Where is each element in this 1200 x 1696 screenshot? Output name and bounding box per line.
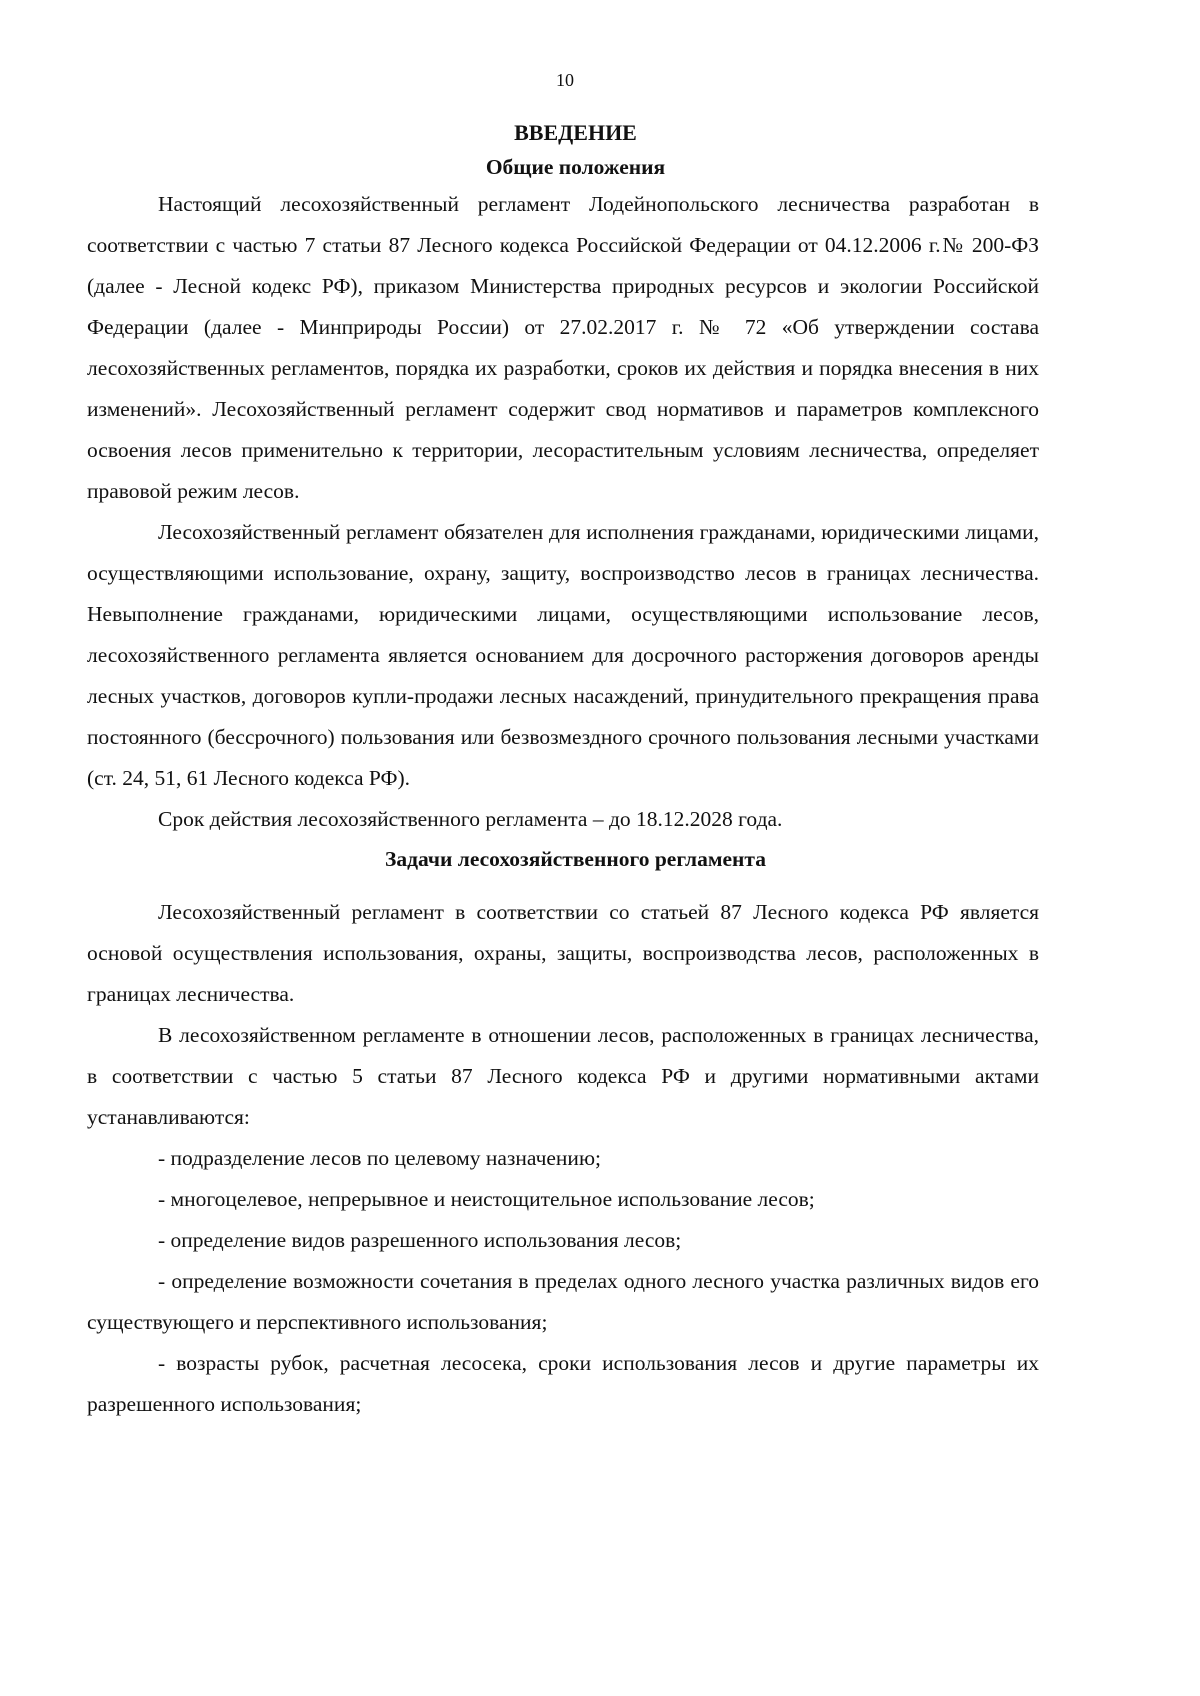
paragraph: Срок действия лесохозяйственного регламента – до 18.12.2028 года. [158, 807, 783, 831]
document-body [87, 116, 1039, 1425]
section-title-general: Общие положения [485, 155, 666, 179]
list-item: - определение видов разрешенного использования лесов; [158, 1228, 682, 1252]
paragraph: В лесохозяйственном регламенте в отношении лесов, расположенных в границах лесничества, в соответствии с частью 5 статьи 87 Лесного кодекса РФ и другими нормативными актами устанавливаются: [87, 1023, 1039, 1129]
paragraph: Настоящий лесохозяйственный регламент Лодейнопольского лесничества разработан в соответствии с частью 7 статьи 87 Лесного кодекса Российской Федерации от 04.12.2006 г.№ 200-ФЗ (далее - Лесной кодекс РФ), приказом Министерства природных ресурсов и экологии Российской Федерации (далее - Минприроды России) от 27.02.2017 г. № 72 «Об утверждении состава лесохозяйственных регламентов, порядка их разработки, сроков их действия и порядка внесения в них изменений». Лесохозяйственный регламент содержит свод нормативов и параметров комплексного освоения лесов применительно к территории, лесорастительным условиям лесничества, определяет правовой режим лесов. [87, 192, 1039, 503]
requirements-list [87, 1138, 1039, 1425]
chapter-heading: ВВЕДЕНИЕ [514, 120, 637, 145]
list-item: - подразделение лесов по целевому назначению; [158, 1146, 601, 1170]
page-number: 10 [556, 70, 574, 90]
section-title-tasks: Задачи лесохозяйственного регламента [385, 847, 766, 871]
paragraph: Лесохозяйственный регламент обязателен для исполнения гражданами, юридическими лицами, осуществляющими использование, охрану, защиту, воспроизводство лесов в границах лесничества. Невыполнение гражданами, юридическими лицами, осуществляющими использование лесов, лесохозяйственного регламента является основанием для досрочного расторжения договоров аренды лесных участков, договоров купли-продажи лесных насаждений, принудительного прекращения права постоянного (бессрочного) пользования или безвозмездного срочного пользования лесными участками (ст. 24, 51, 61 Лесного кодекса РФ). [87, 520, 1039, 790]
list-item: - определение возможности сочетания в пределах одного лесного участка различных видов его существующего и перспективного использования; [87, 1269, 1039, 1334]
paragraph: Лесохозяйственный регламент в соответствии со статьей 87 Лесного кодекса РФ является основой осуществления использования, охраны, защиты, воспроизводства лесов, расположенных в границах лесничества. [87, 900, 1039, 1006]
list-item: - возрасты рубок, расчетная лесосека, сроки использования лесов и другие параметры их разрешенного использования; [87, 1351, 1039, 1416]
list-item: - многоцелевое, непрерывное и неистощительное использование лесов; [158, 1187, 815, 1211]
